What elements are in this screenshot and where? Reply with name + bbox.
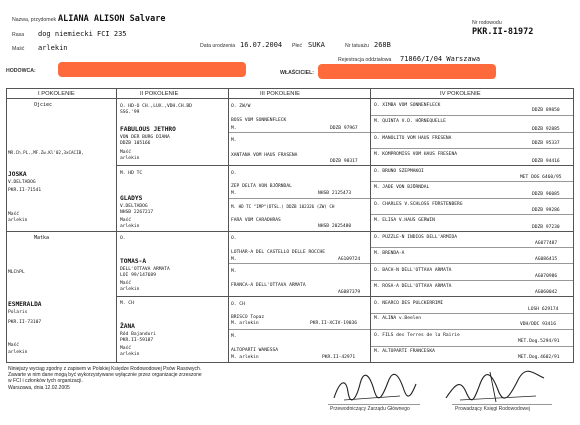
dam-kennel: Polaris bbox=[8, 310, 28, 315]
footer-line-3: w FCI i członków tych organizacji. bbox=[8, 378, 83, 385]
sex-value: SUKA bbox=[308, 41, 325, 49]
breeder-redaction bbox=[58, 62, 246, 77]
dam-role: Matka bbox=[34, 235, 50, 241]
sire-sire-name: FABULOUS JETHRO bbox=[120, 126, 176, 133]
signature-chairman-label: Przewodniczący Zarządu Głównego bbox=[330, 406, 410, 412]
sire-name: JOSKA bbox=[8, 171, 27, 178]
name-label: Nazwa, przydomek bbox=[12, 17, 57, 23]
breeder-label: HODOWCA: bbox=[6, 68, 36, 74]
footer-notice bbox=[8, 366, 202, 391]
pedigree-no-label: Nr rodowodu bbox=[472, 20, 502, 26]
footer-line-2: Zawarte w nim dane mogą być wykorzystywane wyłącznie przez organizacje zrzeszone bbox=[8, 372, 202, 379]
gen-3-heading: III POKOLENIE bbox=[260, 91, 300, 97]
gen-2-heading: II POKOLENIE bbox=[140, 91, 179, 97]
sire-kennel: V.DELTADOG bbox=[8, 180, 36, 185]
sire-dam-name: GLADYS bbox=[120, 195, 143, 202]
dam-dam-name: ŽANA bbox=[120, 323, 135, 330]
sire-color: arlekin bbox=[8, 218, 28, 223]
sire-reg: PKR.II-71541 bbox=[8, 188, 42, 193]
owner-label: WŁAŚCICIEL: bbox=[280, 70, 315, 76]
gen-1-heading: I POKOLENIE bbox=[38, 91, 75, 97]
dam-name: ESMERALDA bbox=[8, 301, 42, 308]
dam-titles: MLChPL bbox=[8, 270, 25, 275]
color-value: arlekin bbox=[38, 44, 68, 52]
signature-chairman bbox=[330, 370, 420, 406]
footer-line-1: Niniejszy wyciąg zgodny z zapisem w Polskiej Księdze Rodowodowej Psów Rasowych. bbox=[8, 366, 202, 372]
sire-role: Ojciec bbox=[34, 102, 53, 108]
breed-value: dog niemiecki FCI 235 bbox=[38, 30, 127, 38]
signature-registrar-label: Prowadzący Księgi Rodowodowej bbox=[455, 406, 531, 412]
pedigree-no-value: PKR.II-81972 bbox=[472, 27, 534, 37]
tattoo-label: Nr tatuażu bbox=[345, 43, 369, 49]
dog-name: ALIANA ALISON Salvare bbox=[58, 14, 166, 24]
tattoo-value: 268B bbox=[374, 41, 391, 49]
dob-label: Data urodzenia bbox=[200, 43, 236, 49]
gen-4-heading: IV POKOLENIE bbox=[440, 91, 481, 97]
reg-label: Rejestracja oddziałowa bbox=[338, 57, 392, 63]
dam-sire-name: TOMAS-A bbox=[120, 258, 147, 265]
color-label: Maść bbox=[12, 46, 25, 52]
sire-color-label: Maść bbox=[8, 212, 20, 217]
dam-color: arlekin bbox=[8, 350, 28, 355]
dam-color-label: Maść bbox=[8, 343, 20, 348]
dam-reg: PKR.II-73107 bbox=[8, 320, 42, 325]
breed-label: Rasa bbox=[12, 32, 25, 38]
owner-redaction bbox=[318, 64, 496, 79]
sex-label: Płeć bbox=[292, 43, 303, 49]
signature-registrar bbox=[440, 368, 550, 406]
reg-value: 71866/I/04 Warszawa bbox=[400, 55, 481, 63]
sire-titles: MR.Ch.PL.,MF.Zw.Kl'02,3xCACIB, bbox=[8, 150, 84, 155]
dob-value: 16.07.2004 bbox=[240, 41, 283, 49]
footer-date: Warszawa, dnia 12.02.2005 bbox=[8, 384, 70, 391]
